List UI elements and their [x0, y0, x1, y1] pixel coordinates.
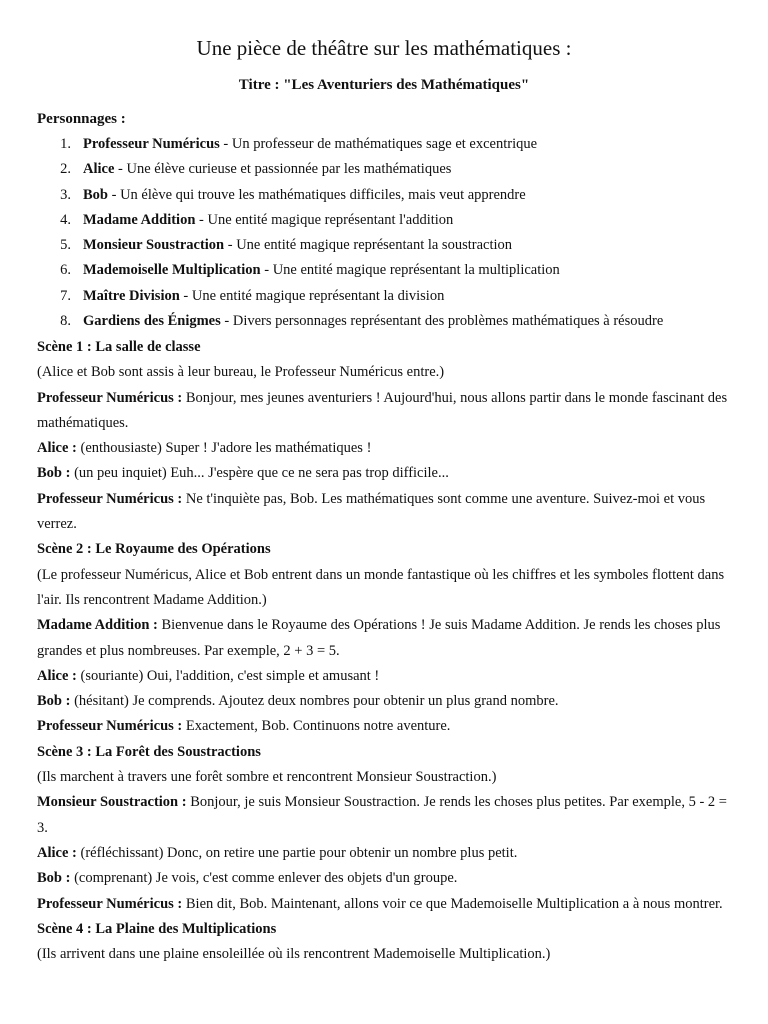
- dialogue-text: Bienvenue dans le Royaume des Opérations ! Je suis Madame Addition. Je rends les choses plus grandes et plus nombreuses. Par exemple, 2 + 3 = 5.: [37, 617, 721, 659]
- characters-list: [37, 134, 737, 336]
- speaker-name: Professeur Numéricus :: [37, 718, 183, 735]
- speaker-name: Alice :: [37, 844, 77, 861]
- speaker-name: Professeur Numéricus :: [37, 895, 183, 912]
- scene-heading: Scène 3 : La Forêt des Soustractions: [37, 743, 261, 760]
- scene-heading: Scène 1 : La salle de classe: [37, 339, 201, 355]
- character-number: 2.: [60, 161, 71, 178]
- speaker-name: Monsieur Soustraction :: [37, 794, 187, 811]
- character-description: - Une élève curieuse et passionnée par les mathématiques: [114, 161, 452, 178]
- dialogue-text: (enthousiaste) Super ! J'adore les mathématiques !: [76, 440, 372, 457]
- dialogue-line: [37, 386, 737, 437]
- dialogue-line: [37, 664, 737, 689]
- character-number: 3.: [60, 186, 71, 203]
- dialogue-text: Bonjour, mes jeunes aventuriers ! Aujourd'hui, nous allons partir dans le monde fascinant des mathématiques.: [37, 389, 728, 431]
- play-script: [37, 335, 737, 967]
- character-name: Maître Division: [83, 287, 180, 304]
- scene-heading: Scène 2 : Le Royaume des Opérations: [37, 541, 271, 558]
- dialogue-text: Bien dit, Bob. Maintenant, allons voir ce que Mademoiselle Multiplication a à nous montrer.: [182, 895, 723, 912]
- speaker-name: Professeur Numéricus :: [37, 389, 183, 406]
- character-name: Monsieur Soustraction: [83, 237, 225, 254]
- character-number: 5.: [60, 237, 71, 254]
- character-name: Mademoiselle Multiplication: [83, 262, 261, 279]
- page-title: Une pièce de théâtre sur les mathématiques :: [196, 36, 572, 60]
- scene-heading: Scène 4 : La Plaine des Multiplications: [37, 920, 277, 937]
- character-number: 8.: [60, 313, 71, 330]
- speaker-name: Alice :: [37, 440, 77, 457]
- character-description: - Une entité magique représentant la multiplication: [260, 262, 560, 279]
- character-name: Professeur Numéricus: [83, 136, 220, 152]
- dialogue-text: Ne t'inquiète pas, Bob. Les mathématiques sont comme une aventure. Suivez-moi et vous verrez.: [37, 490, 706, 533]
- character-item: [37, 185, 737, 210]
- character-number: 1.: [60, 136, 71, 152]
- character-description: - Une entité magique représentant l'addition: [195, 211, 454, 228]
- character-name: Madame Addition: [83, 211, 196, 228]
- dialogue-line: [37, 436, 737, 461]
- speaker-name: Alice :: [37, 667, 77, 684]
- characters-heading: Personnages :: [37, 111, 126, 127]
- character-item: [37, 210, 737, 235]
- stage-direction: (Ils marchent à travers une forêt sombre et rencontrent Monsieur Soustraction.): [37, 769, 497, 786]
- character-item: [37, 311, 737, 336]
- stage-direction: (Ils arrivent dans une plaine ensoleillée où ils rencontrent Mademoiselle Multiplication.): [37, 946, 551, 963]
- play-subtitle: Titre : "Les Aventuriers des Mathématiques": [238, 77, 530, 93]
- dialogue-text: Bonjour, je suis Monsieur Soustraction. Je rends les choses plus petites. Par exemple, 5 - 2 = 3.: [37, 794, 727, 836]
- character-name: Bob: [83, 186, 108, 203]
- dialogue-text: (réfléchissant) Donc, on retire une partie pour obtenir un nombre plus petit.: [76, 844, 518, 861]
- character-description: - Une entité magique représentant la division: [179, 287, 445, 304]
- dialogue-text: (souriante) Oui, l'addition, c'est simple et amusant !: [76, 667, 380, 684]
- dialogue-line: [37, 487, 737, 538]
- dialogue-line: [37, 689, 737, 714]
- speaker-name: Bob :: [37, 465, 71, 482]
- character-item: [37, 159, 737, 184]
- character-description: - Divers personnages représentant des problèmes mathématiques à résoudre: [220, 313, 664, 330]
- speaker-name: Professeur Numéricus :: [37, 490, 183, 507]
- stage-direction: (Le professeur Numéricus, Alice et Bob entrent dans un monde fantastique où les chiffres et les symboles flottent dans l'air. Ils rencontrent Madame Addition.): [37, 566, 725, 608]
- dialogue-text: (comprenant) Je vois, c'est comme enlever des objets d'un groupe.: [70, 870, 458, 887]
- character-number: 4.: [60, 211, 71, 228]
- speaker-name: Madame Addition :: [37, 617, 158, 634]
- character-name: Alice: [83, 161, 115, 178]
- character-number: 6.: [60, 262, 71, 279]
- character-item: [37, 260, 737, 285]
- dialogue-line: [37, 613, 737, 664]
- dialogue-line: [37, 461, 737, 486]
- character-item: [37, 134, 737, 159]
- character-description: - Une entité magique représentant la soustraction: [224, 237, 513, 254]
- character-item: [37, 286, 737, 311]
- character-description: - Un professeur de mathématiques sage et excentrique: [219, 136, 538, 152]
- dialogue-line: [37, 790, 737, 841]
- character-number: 7.: [60, 287, 71, 304]
- dialogue-line: [37, 892, 737, 917]
- character-description: - Un élève qui trouve les mathématiques difficiles, mais veut apprendre: [108, 186, 526, 203]
- dialogue-line: [37, 714, 737, 739]
- stage-direction: (Alice et Bob sont assis à leur bureau, le Professeur Numéricus entre.): [37, 364, 445, 381]
- speaker-name: Bob :: [37, 870, 71, 887]
- speaker-name: Bob :: [37, 693, 71, 710]
- dialogue-line: [37, 866, 737, 891]
- character-item: [37, 235, 737, 260]
- dialogue-text: (un peu inquiet) Euh... J'espère que ce ne sera pas trop difficile...: [70, 465, 449, 482]
- dialogue-text: (hésitant) Je comprends. Ajoutez deux nombres pour obtenir un plus grand nombre.: [70, 693, 559, 710]
- dialogue-text: Exactement, Bob. Continuons notre aventure.: [182, 718, 451, 735]
- character-name: Gardiens des Énigmes: [83, 313, 221, 330]
- dialogue-line: [37, 841, 737, 866]
